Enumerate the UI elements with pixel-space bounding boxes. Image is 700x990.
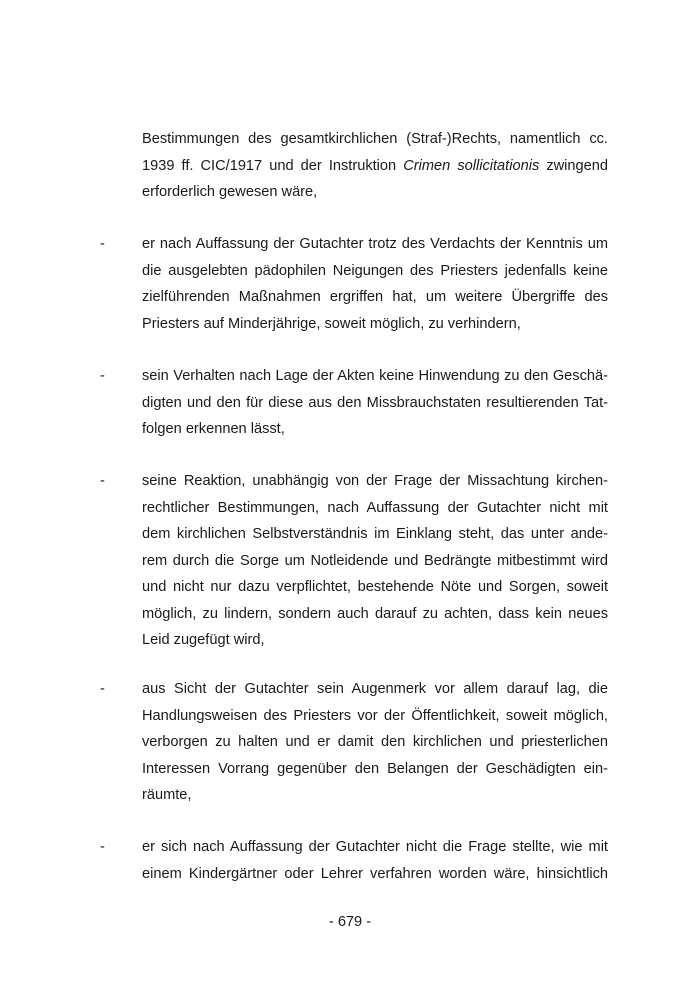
page-number: - 679 - <box>328 914 372 930</box>
text-line: seine Reaktion, unabhängig von der Frage der Missachtung kirchen- <box>142 473 608 489</box>
text-line: rechtlicher Bestimmungen, nach Auffassung der Gutachter nicht mit <box>142 499 608 516</box>
text-segment: zwingend <box>539 157 608 174</box>
text-line: einem Kindergärtner oder Lehrer verfahren worden wäre, hinsichtlich <box>142 865 608 882</box>
bullet-paragraph <box>142 676 608 809</box>
bullet-dash: - <box>100 473 105 489</box>
text-line: sein Verhalten nach Lage der Akten keine Hinwendung zu den Geschä- <box>142 368 608 384</box>
text-line: Bestimmungen des gesamtkirchlichen (Straf-)Rechts, namentlich cc. <box>142 131 608 147</box>
bullet-paragraph <box>142 468 608 654</box>
bullet-dash: - <box>100 839 105 855</box>
text-line: aus Sicht der Gutachter sein Augenmerk vor allem darauf lag, die <box>142 681 608 697</box>
text-line: erforderlich gewesen wäre, <box>142 184 318 200</box>
paragraph-continuation <box>142 126 608 206</box>
text-line: Leid zugefügt wird, <box>142 632 265 648</box>
text-line-with-italic <box>142 153 608 180</box>
bullet-paragraph <box>142 363 608 443</box>
italic-title: Crimen sollicitationis <box>403 157 540 174</box>
text-line: dem kirchlichen Selbstverständnis im Einklang steht, das unter ande- <box>142 526 608 542</box>
text-line: folgen erkennen lässt, <box>142 421 285 437</box>
text-line: zielführenden Maßnahmen ergriffen hat, um weitere Übergriffe des <box>142 289 608 305</box>
text-line: die ausgelebten pädophilen Neigungen des Priesters jedenfalls keine <box>142 262 608 279</box>
bullet-dash: - <box>100 681 105 697</box>
text-line: Priesters auf Minderjährige, soweit möglich, zu verhindern, <box>142 315 521 332</box>
text-line: und nicht nur dazu verpflichtet, bestehende Nöte und Sorgen, soweit <box>142 579 608 595</box>
text-line: Handlungsweisen des Priesters vor der Öffentlichkeit, soweit möglich, <box>142 707 608 724</box>
text-line: Interessen Vorrang gegenüber den Belangen der Geschädigten ein- <box>142 760 608 777</box>
bullet-dash: - <box>100 236 105 252</box>
bullet-paragraph <box>142 834 608 887</box>
text-line: rem durch die Sorge um Notleidende und Bedrängte mitbestimmt wird <box>142 552 608 569</box>
text-line: möglich, zu lindern, sondern auch darauf zu achten, dass kein neues <box>142 605 608 622</box>
text-line: er nach Auffassung der Gutachter trotz des Verdachts der Kenntnis um <box>142 236 608 252</box>
text-line: er sich nach Auffassung der Gutachter nicht die Frage stellte, wie mit <box>142 839 608 855</box>
text-line: räumte, <box>142 787 192 803</box>
text-line: digten und den für diese aus den Missbrauchstaten resultierenden Tat- <box>142 394 608 411</box>
bullet-dash: - <box>100 368 105 384</box>
text-line: verborgen zu halten und er damit den kirchlichen und priesterlichen <box>142 734 608 750</box>
bullet-paragraph <box>142 231 608 337</box>
text-segment: 1939 ff. CIC/1917 und der Instruktion <box>142 157 404 174</box>
